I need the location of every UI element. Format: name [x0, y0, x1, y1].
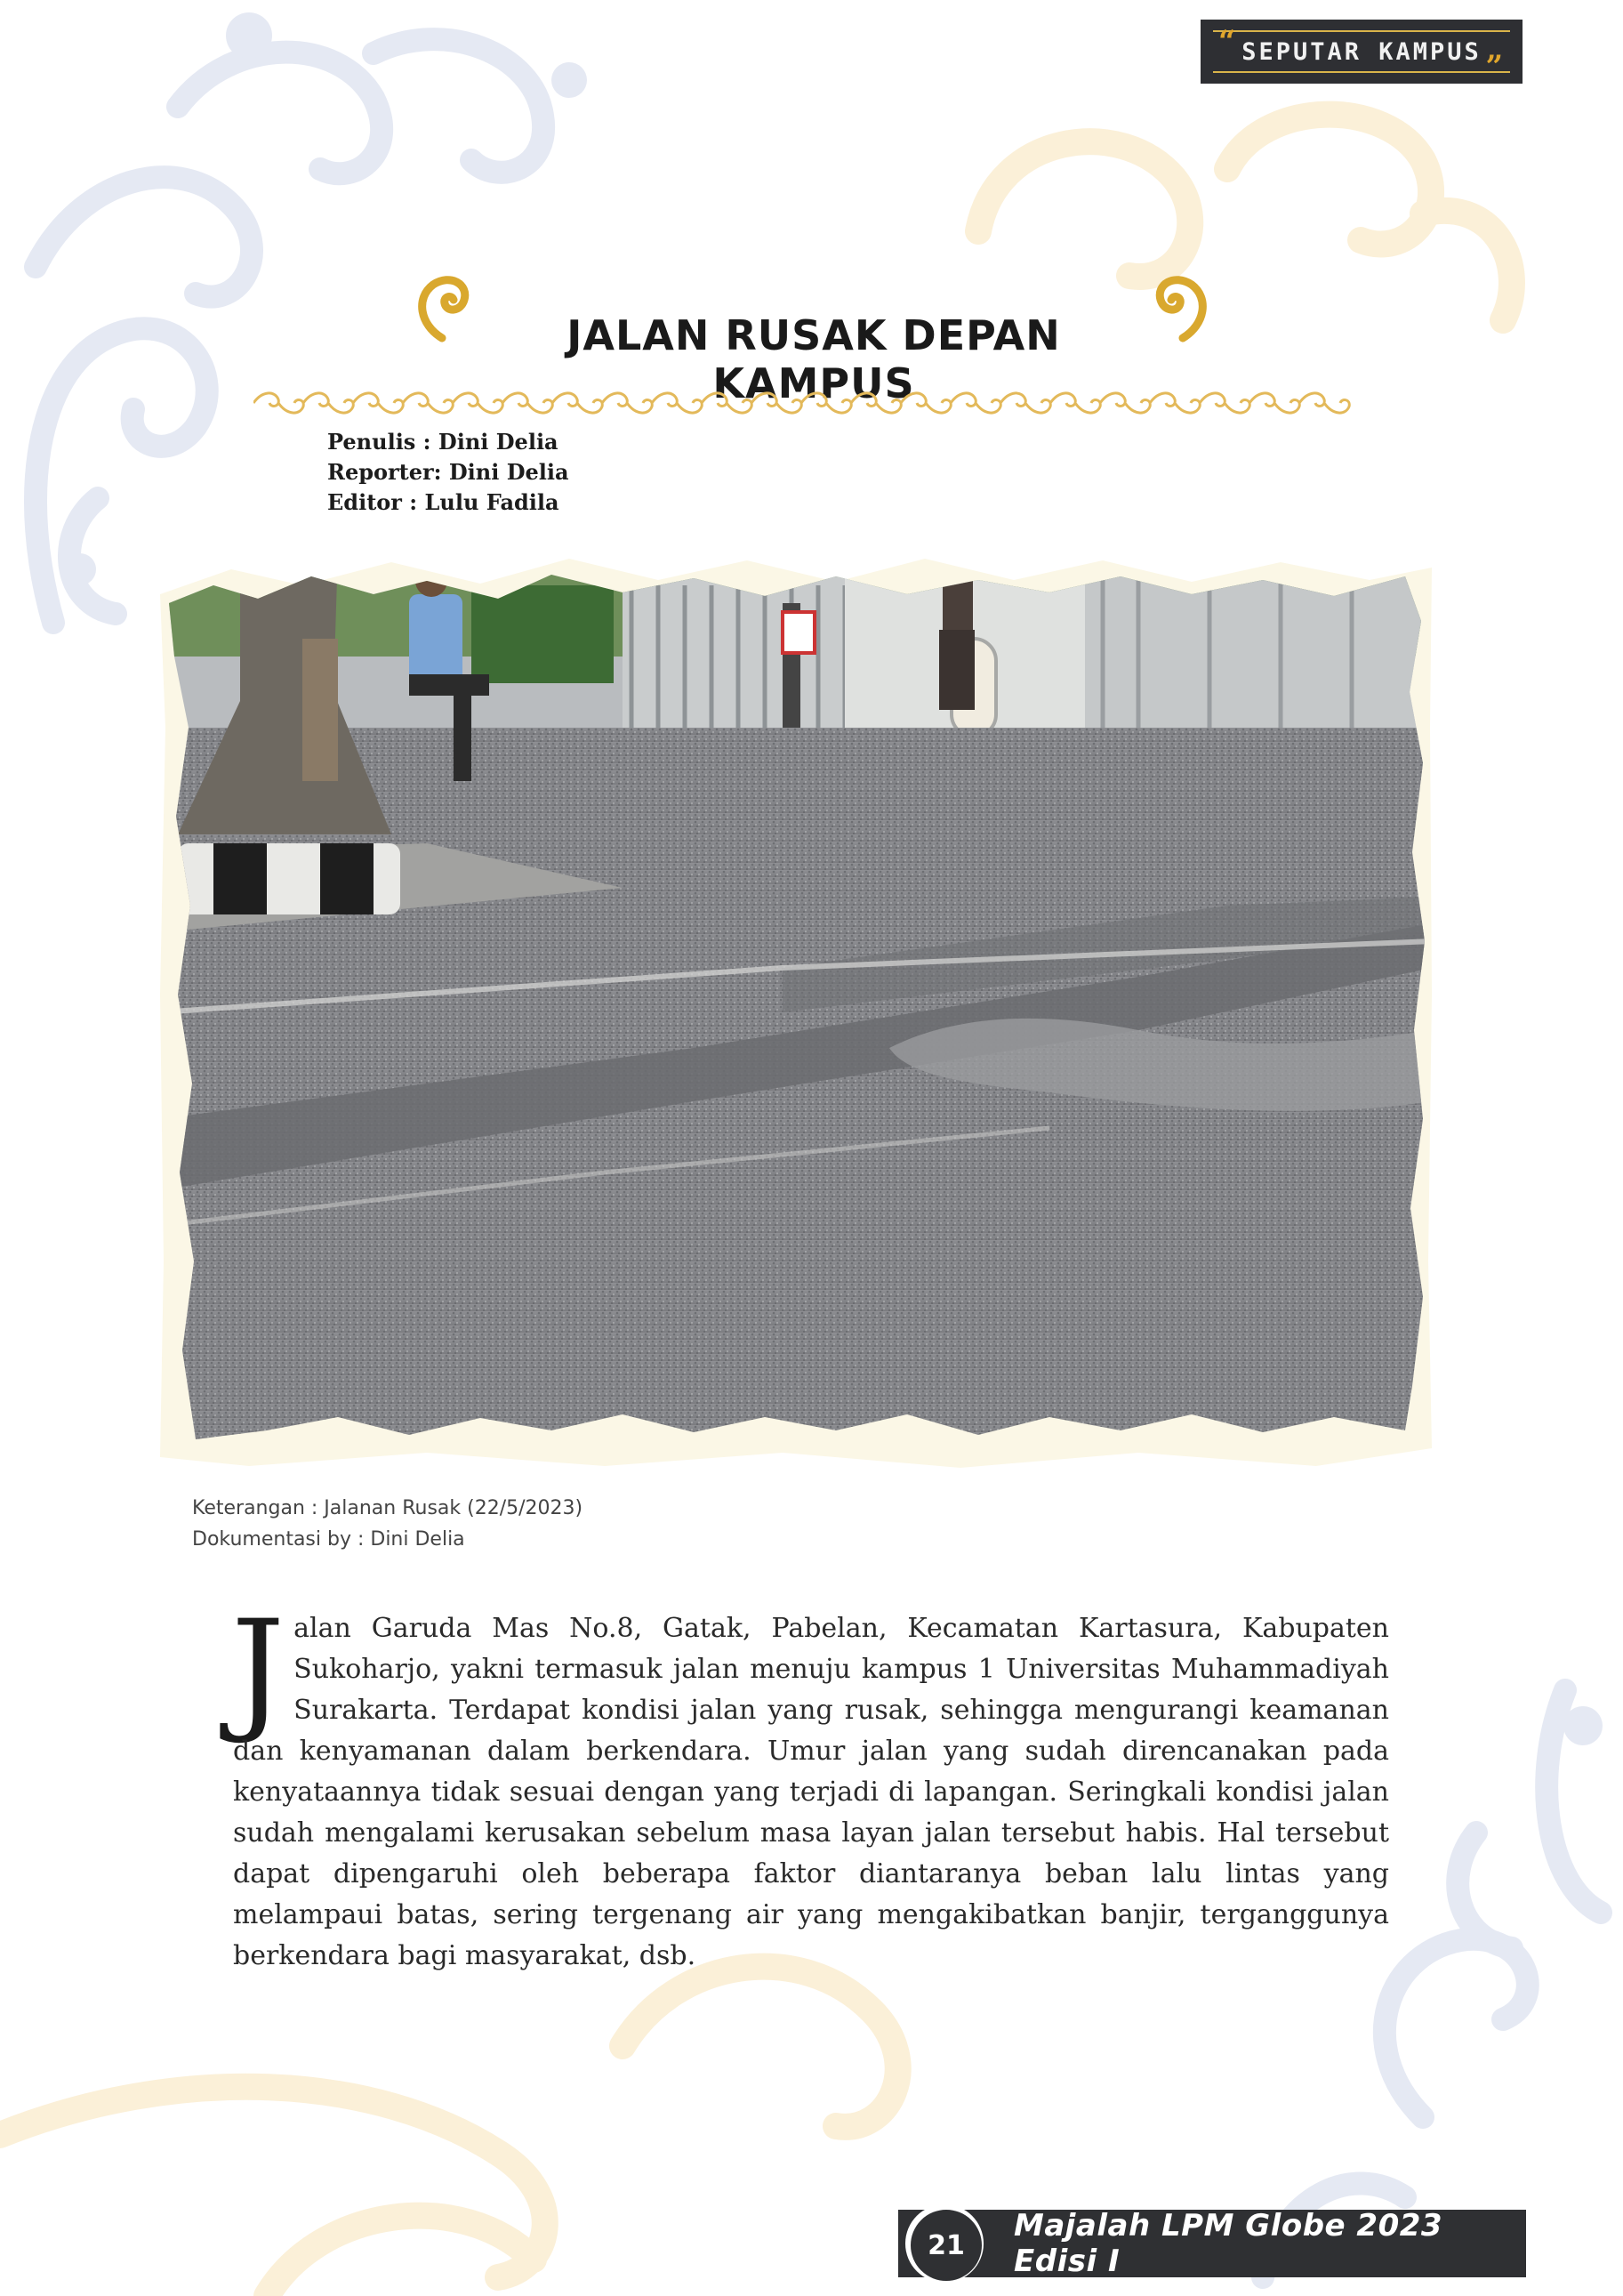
quote-close-icon: ” — [1485, 49, 1503, 85]
credit-reporter: Reporter: Dini Delia — [327, 459, 569, 485]
title-divider-ornament — [253, 387, 1370, 419]
article-credits — [327, 427, 569, 518]
article-title: JALAN RUSAK DEPAN KAMPUS — [566, 311, 1061, 407]
caption-description: Keterangan : Jalanan Rusak (22/5/2023) — [192, 1497, 583, 1519]
caption-credit: Dokumentasi by : Dini Delia — [192, 1528, 465, 1551]
title-right-swirl-icon — [1152, 271, 1214, 342]
drop-cap: J — [231, 1592, 285, 1747]
quote-open-icon: “ — [1218, 24, 1236, 60]
credit-editor: Editor : Lulu Fadila — [327, 489, 559, 515]
credit-writer: Penulis : Dini Delia — [327, 429, 558, 455]
section-tag — [1201, 20, 1523, 84]
article-body — [231, 1592, 1389, 1977]
magazine-title: Majalah LPM Globe 2023 Edisi I — [1014, 2208, 1443, 2279]
section-label: SEPUTAR KAMPUS — [1241, 37, 1482, 66]
damaged-road-photo — [160, 550, 1432, 1468]
title-left-swirl-icon — [411, 271, 473, 342]
article-paragraph: alan Garuda Mas No.8, Gatak, Pabelan, Kecamatan Kartasura, Kabupaten Sukoharjo, yakni termasuk jalan menuju kampus 1 Universitas Muhammadiyah Surakarta. Terdapat kondisi jalan yang rusak, sehingga mengurangi keamanan dan kenyamanan dalam berkendara. Umur jalan yang sudah direncanakan pada kenyataannya tidak sesuai dengan yang terjadi di lapangan. Seringkali kondisi jalan sudah mengalami kerusakan sebelum masa layan jalan tersebut habis. Hal tersebut dapat dipengaruhi oleh beberapa faktor diantaranya beban lalu lintas yang melampaui batas, sering tergenang air yang mengakibatkan banjir, terganggunya berkendara bagi masyarakat, dsb. — [233, 1613, 1389, 1971]
page-number: 21 — [911, 2210, 982, 2281]
photo-caption — [192, 1493, 583, 1555]
